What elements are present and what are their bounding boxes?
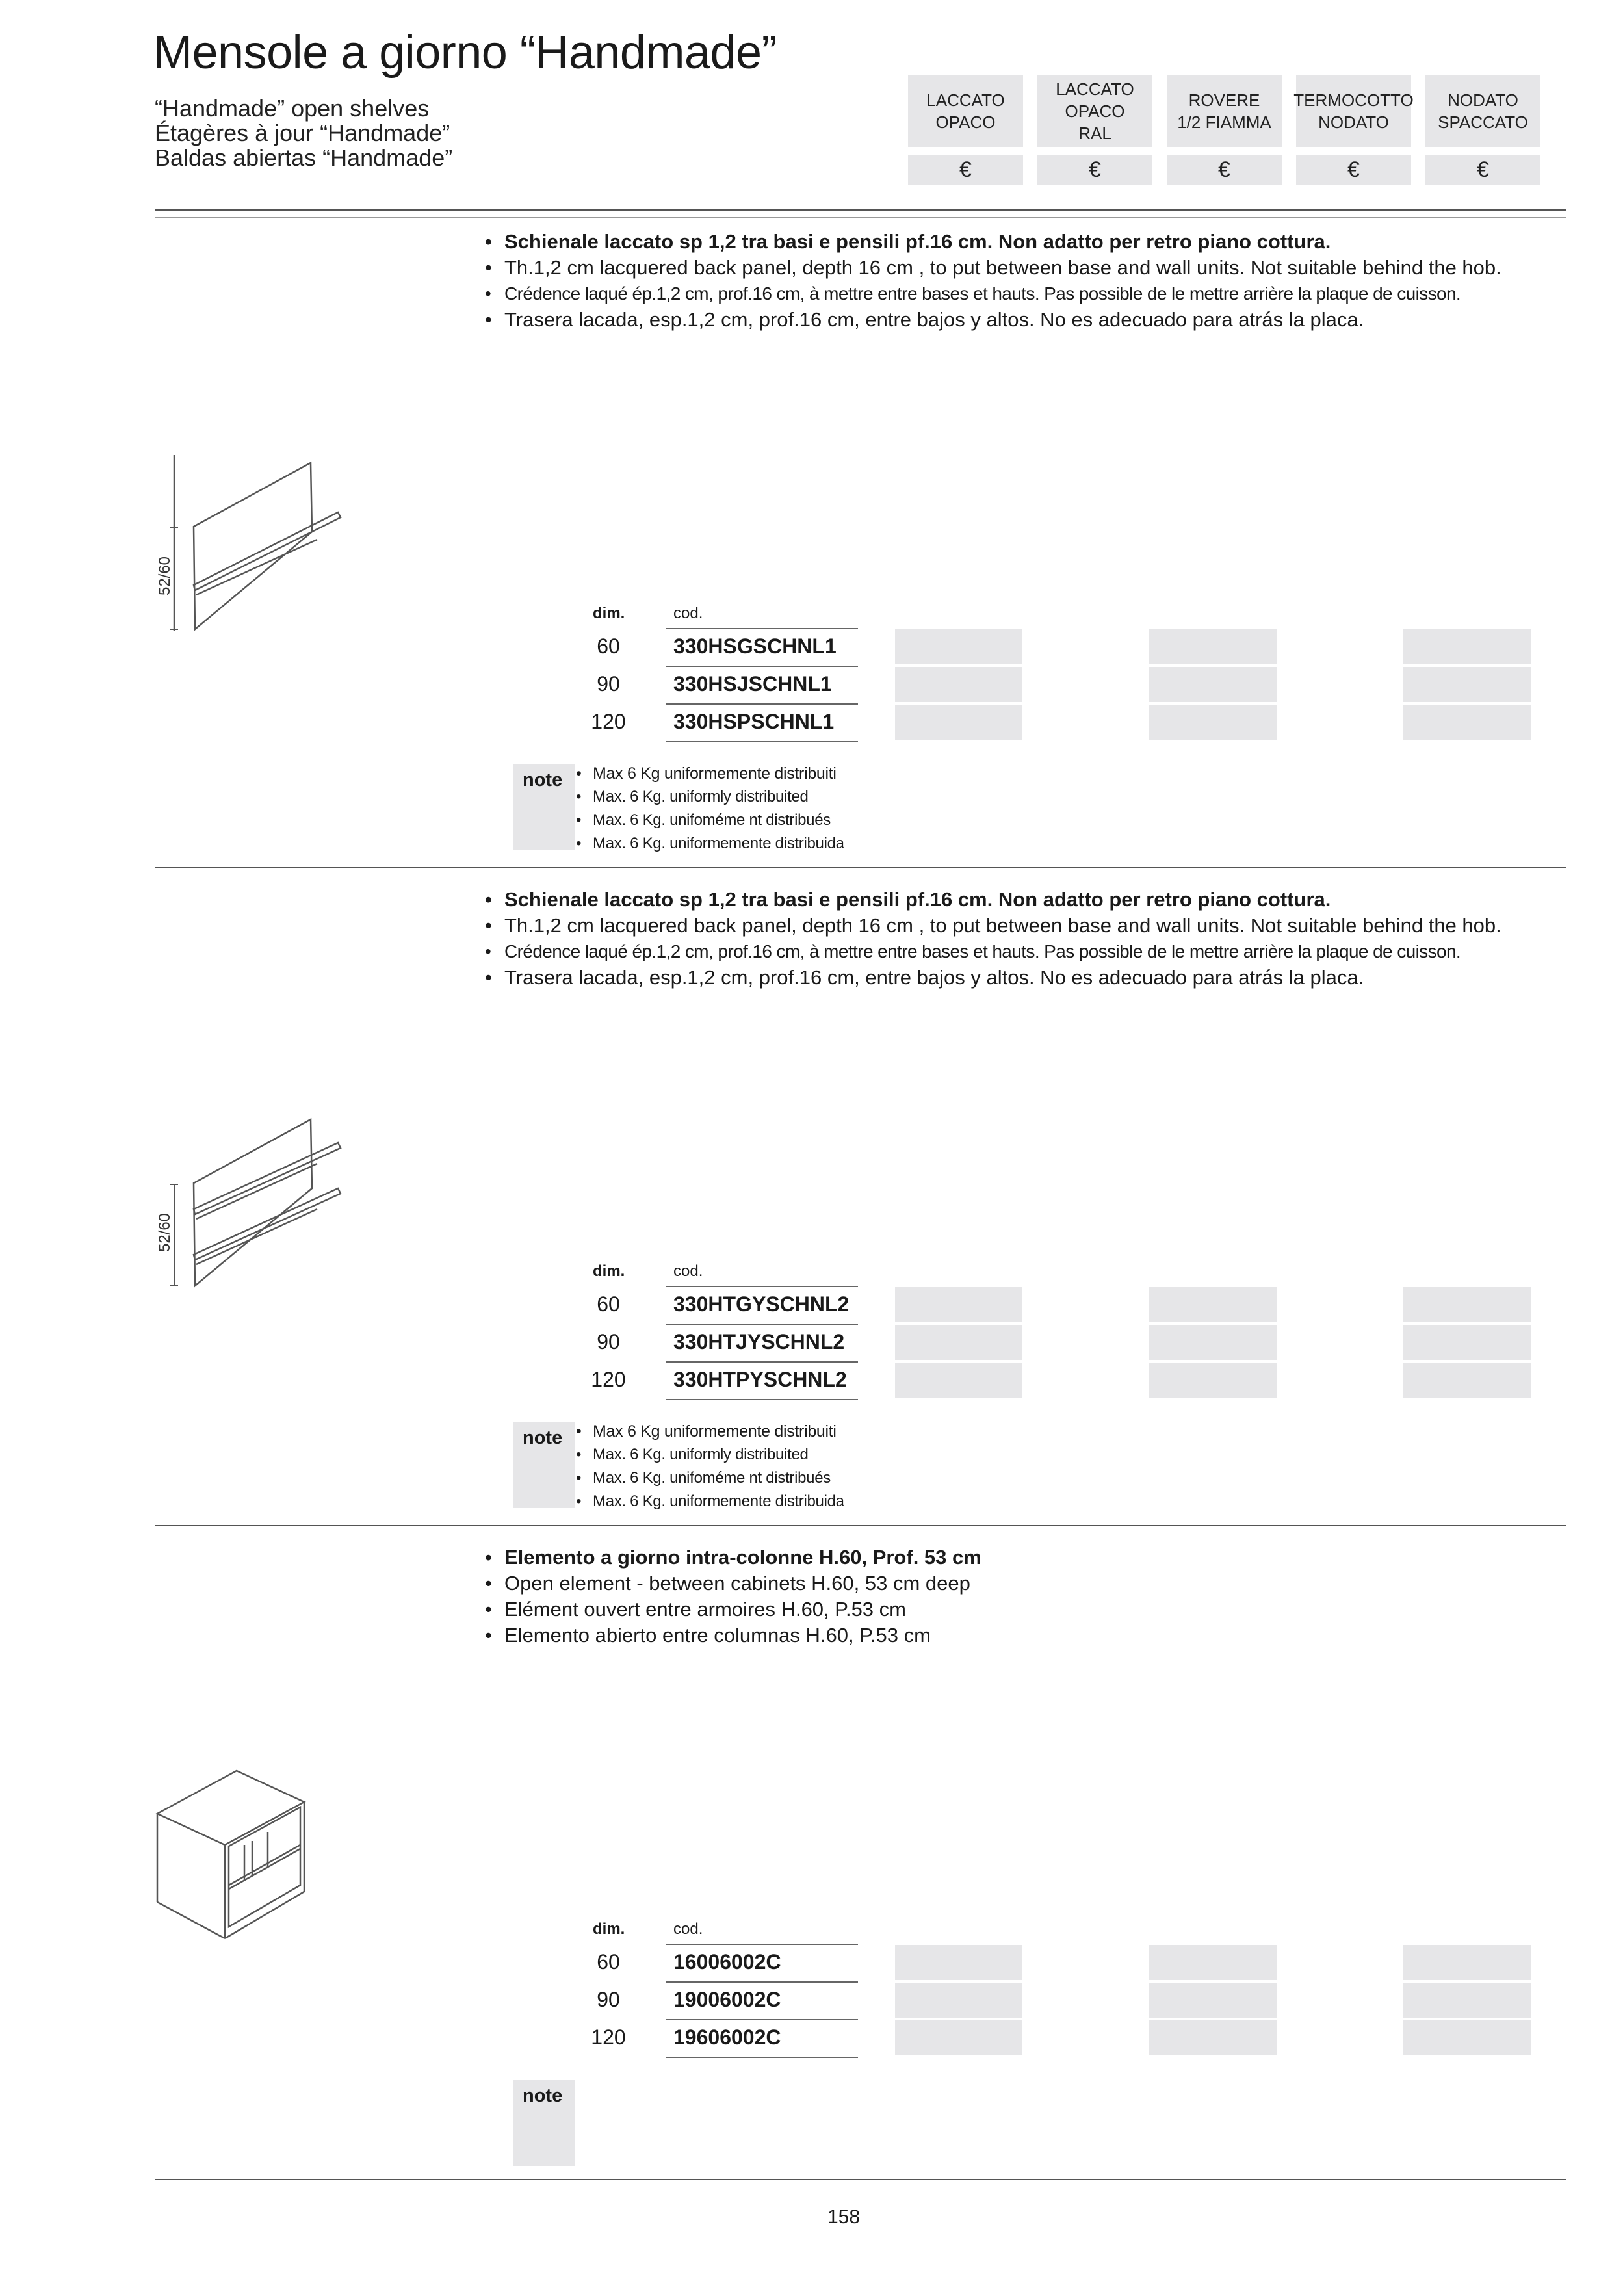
finish-header-nodato-spaccato — [1425, 75, 1540, 147]
section-2-description: • Schienale laccato sp 1,2 tra basi e pensili pf.16 cm. Non adatto per retro piano cottura. • Th.1,2 cm lacquered back panel, depth 16 cm , to put between base and wall units. Not suitable behind the hob. • Crédence laqué ép.1,2 cm, prof.16 cm, à mettre entre bases et hauts. Pas possible de le mettre arrière la plaque de cuisson. • Trasera lacada, esp.1,2 cm, prof.16 cm, entre bajos y altos. No es adecuado para atrás la placa. — [485, 888, 1501, 989]
dim-value: 90 — [597, 1988, 620, 2011]
product-code: 19606002C — [673, 2026, 781, 2049]
product-code: 330HSJSCHNL1 — [673, 672, 832, 696]
dim-value: 60 — [597, 1950, 620, 1974]
note-item: Max 6 Kg uniformemente distribuiti — [593, 764, 837, 783]
price-cell — [1403, 1363, 1531, 1398]
price-cell — [1403, 2020, 1531, 2055]
price-header-euro: € — [1037, 155, 1152, 185]
price-cell — [1149, 1287, 1277, 1322]
table-line — [666, 628, 858, 629]
finish-line: TERMOCOTTO — [1293, 90, 1414, 110]
desc-fr: Crédence laqué ép.1,2 cm, prof.16 cm, à mettre entre bases et hauts. Pas possible de le mettre arrière la plaque de cuisson. — [504, 941, 1461, 961]
price-cell — [1149, 629, 1277, 664]
finish-line: NODATO — [1448, 90, 1518, 110]
table-line — [666, 703, 858, 705]
product-code: 16006002C — [673, 1950, 781, 1974]
price-cell — [895, 1945, 1022, 1980]
note-item: Max. 6 Kg. unifoméme nt distribués — [593, 1469, 831, 1487]
price-header-euro: € — [1425, 155, 1540, 185]
dim-header: dim. — [593, 1262, 625, 1280]
price-cell — [1403, 667, 1531, 702]
desc-en: Th.1,2 cm lacquered back panel, depth 16 cm , to put between base and wall units. Not suitable behind the hob. — [504, 256, 1501, 279]
subtitle-es: Baldas abiertas “Handmade” — [155, 144, 453, 171]
price-cell — [895, 1983, 1022, 2018]
dim-value: 60 — [597, 634, 620, 658]
product-code: 19006002C — [673, 1988, 781, 2011]
note-item: Max. 6 Kg. uniformly distribuited — [593, 1446, 809, 1463]
dim-value: 120 — [591, 1368, 626, 1391]
table-line — [666, 1981, 858, 1983]
finish-line: LACCATO — [1056, 79, 1134, 99]
price-cell — [895, 629, 1022, 664]
desc-fr: Crédence laqué ép.1,2 cm, prof.16 cm, à mettre entre bases et hauts. Pas possible de le mettre arrière la plaque de cuisson. — [504, 283, 1461, 304]
price-cell — [1403, 1325, 1531, 1360]
finish-header-termocotto — [1293, 75, 1414, 147]
table-line — [666, 1361, 858, 1363]
price-cell — [1149, 1983, 1277, 2018]
price-cell — [1403, 629, 1531, 664]
price-cell — [895, 1363, 1022, 1398]
section-divider — [155, 867, 1566, 868]
product-code: 330HTPYSCHNL2 — [673, 1368, 847, 1391]
section-divider — [155, 1525, 1566, 1526]
open-element-illustration — [153, 1762, 316, 1944]
dim-value: 120 — [591, 710, 626, 733]
table-line — [666, 741, 858, 742]
price-header-euro: € — [908, 155, 1023, 185]
cod-header: cod. — [673, 605, 703, 622]
desc-it: Schienale laccato sp 1,2 tra basi e pensili pf.16 cm. Non adatto per retro piano cottura. — [504, 230, 1331, 253]
section-1-description: • Schienale laccato sp 1,2 tra basi e pensili pf.16 cm. Non adatto per retro piano cottura. • Th.1,2 cm lacquered back panel, depth 16 cm , to put between base and wall units. Not suitable behind the hob. • Crédence laqué ép.1,2 cm, prof.16 cm, à mettre entre bases et hauts. Pas possible de le mettre arrière la plaque de cuisson. • Trasera lacada, esp.1,2 cm, prof.16 cm, entre bajos y altos. No es adecuado para atrás la placa. — [485, 230, 1501, 331]
price-cell — [1403, 1983, 1531, 2018]
product-code: 330HSGSCHNL1 — [673, 634, 837, 658]
price-header-euro: € — [1167, 155, 1282, 185]
header-divider — [155, 209, 1566, 211]
note-item: Max. 6 Kg. uniformly distribuited — [593, 788, 809, 805]
price-cell — [895, 705, 1022, 740]
price-cell — [1403, 1287, 1531, 1322]
note-label: note — [523, 1428, 563, 1448]
desc-es: Trasera lacada, esp.1,2 cm, prof.16 cm, entre bajos y altos. No es adecuado para atrás la placa. — [504, 966, 1364, 989]
shelf-panel-single-illustration — [168, 455, 337, 637]
dim-header: dim. — [593, 1920, 625, 1938]
product-code: 330HTJYSCHNL2 — [673, 1330, 845, 1353]
table-line — [666, 1399, 858, 1400]
section-3-description: • Elemento a giorno intra-colonne H.60, Prof. 53 cm • Open element - between cabinets H.60, 53 cm deep • Elément ouvert entre armoires H.60, P.53 cm • Elemento abierto entre columnas H.60, P.53 cm — [485, 1546, 981, 1647]
desc-it: Schienale laccato sp 1,2 tra basi e pensili pf.16 cm. Non adatto per retro piano cottura. — [504, 888, 1331, 911]
desc-fr: Elément ouvert entre armoires H.60, P.53 cm — [504, 1598, 906, 1621]
page-subtitles — [155, 96, 452, 170]
note-item: Max. 6 Kg. uniformemente distribuida — [593, 835, 844, 852]
table-line — [666, 2057, 858, 2058]
price-cell — [1149, 1945, 1277, 1980]
finish-line: LACCATO — [926, 90, 1005, 110]
price-cell — [1149, 1325, 1277, 1360]
header-divider-thin — [155, 217, 1566, 218]
note-item: Max. 6 Kg. uniformemente distribuida — [593, 1493, 844, 1510]
finish-line: SPACCATO — [1438, 112, 1528, 132]
table-line — [666, 666, 858, 667]
finish-line: ROVERE — [1188, 90, 1260, 110]
price-cell — [895, 667, 1022, 702]
finish-line: 1/2 FIAMMA — [1177, 112, 1271, 132]
cod-header: cod. — [673, 1920, 703, 1938]
price-cell — [895, 2020, 1022, 2055]
price-cell — [1403, 705, 1531, 740]
desc-en: Open element - between cabinets H.60, 53 cm deep — [504, 1572, 970, 1595]
cod-header: cod. — [673, 1262, 703, 1280]
product-code: 330HSPSCHNL1 — [673, 710, 835, 733]
price-cell — [1149, 1363, 1277, 1398]
note-label: note — [523, 770, 563, 790]
finish-line: OPACO — [1065, 101, 1125, 121]
finish-line: RAL — [1078, 124, 1111, 143]
finish-line: NODATO — [1318, 112, 1389, 132]
table-line — [666, 2019, 858, 2020]
dim-value: 90 — [597, 1330, 620, 1353]
desc-es: Elemento abierto entre columnas H.60, P.53 cm — [504, 1624, 931, 1647]
dimension-label: 52/60 — [156, 1212, 174, 1253]
note-list: • Max 6 Kg uniformemente distribuiti • Max. 6 Kg. uniformly distribuited • Max. 6 Kg. unifoméme nt distribués • Max. 6 Kg. uniformemente distribuida — [576, 764, 844, 852]
table-line — [666, 1324, 858, 1325]
note-list: • Max 6 Kg uniformemente distribuiti • Max. 6 Kg. uniformly distribuited • Max. 6 Kg. unifoméme nt distribués • Max. 6 Kg. uniformemente distribuida — [576, 1422, 844, 1510]
finish-header-laccato-opaco — [908, 75, 1023, 147]
price-cell — [1149, 2020, 1277, 2055]
price-cell — [895, 1287, 1022, 1322]
desc-en: Th.1,2 cm lacquered back panel, depth 16 cm , to put between base and wall units. Not suitable behind the hob. — [504, 914, 1501, 937]
price-header-euro: € — [1296, 155, 1411, 185]
dim-header: dim. — [593, 605, 625, 622]
subtitle-fr: Étagères à jour “Handmade” — [155, 120, 450, 146]
table-line — [666, 1286, 858, 1287]
note-item: Max 6 Kg uniformemente distribuiti — [593, 1422, 837, 1441]
price-cell — [1149, 705, 1277, 740]
desc-es: Trasera lacada, esp.1,2 cm, prof.16 cm, entre bajos y altos. No es adecuado para atrás la placa. — [504, 308, 1364, 331]
dim-value: 120 — [591, 2026, 626, 2049]
page-title: Mensole a giorno “Handmade” — [153, 27, 777, 79]
finish-line: OPACO — [935, 112, 996, 132]
dim-value: 60 — [597, 1292, 620, 1316]
dimension-label: 52/60 — [156, 556, 174, 596]
note-label: note — [523, 2085, 563, 2106]
note-item: Max. 6 Kg. unifoméme nt distribués — [593, 811, 831, 829]
shelf-panel-double-illustration — [168, 1112, 337, 1294]
dim-value: 90 — [597, 672, 620, 696]
footer-divider — [155, 2179, 1566, 2180]
price-cell — [1149, 667, 1277, 702]
page-number: 158 — [827, 2206, 861, 2228]
product-code: 330HTGYSCHNL2 — [673, 1292, 850, 1316]
subtitle-en: “Handmade” open shelves — [155, 95, 430, 122]
price-cell — [1403, 1945, 1531, 1980]
price-cell — [895, 1325, 1022, 1360]
table-line — [666, 1944, 858, 1945]
finish-header-laccato-opaco-ral — [1037, 75, 1152, 147]
finish-header-rovere — [1167, 75, 1282, 147]
desc-it: Elemento a giorno intra-colonne H.60, Prof. 53 cm — [504, 1546, 981, 1569]
